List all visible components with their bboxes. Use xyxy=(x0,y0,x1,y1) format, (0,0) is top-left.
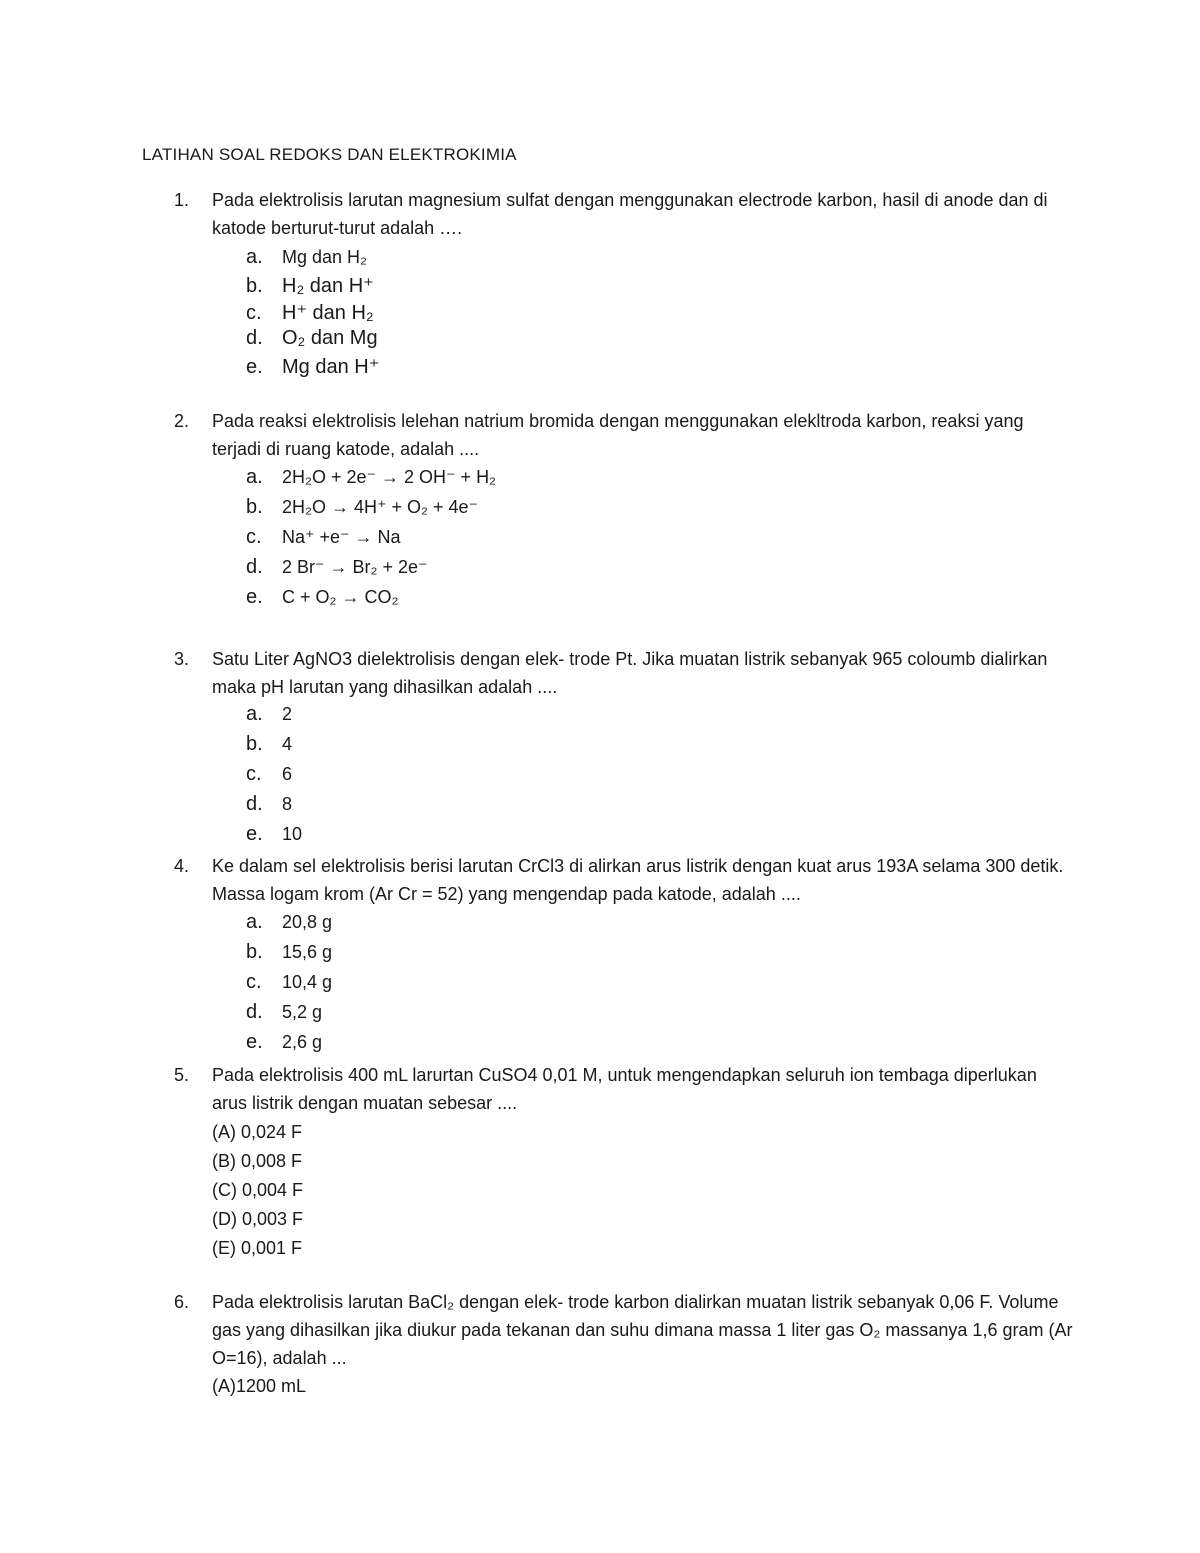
question-text: Pada reaksi elektrolisis lelehan natrium bromida dengan menggunakan elekltroda karbon, reaksi yang terjadi di ruang katode, adalah .... xyxy=(212,411,1024,459)
question-6 xyxy=(174,1288,1074,1372)
question-number: 1. xyxy=(174,190,190,210)
option-value: 2 Br⁻ → Br₂ + 2e⁻ xyxy=(282,557,428,577)
option-label: e. xyxy=(246,586,263,608)
options-question-3 xyxy=(246,703,302,853)
option-e: (E) 0,001 F xyxy=(212,1238,303,1258)
option-label: c. xyxy=(246,763,262,785)
option-value: C + O₂ → CO₂ xyxy=(282,587,399,607)
question-4 xyxy=(174,852,1074,908)
option-value: H₂ dan H⁺ xyxy=(282,275,374,297)
option-a: (A) 0,024 F xyxy=(212,1122,303,1142)
option-value: 2H₂O + 2e⁻ → 2 OH⁻ + H₂ xyxy=(282,467,497,487)
option-label: b. xyxy=(246,275,263,297)
option-label: d. xyxy=(246,327,263,349)
question-5 xyxy=(174,1061,1074,1117)
option-value: Mg dan H⁺ xyxy=(282,356,380,378)
option-value: 2,6 g xyxy=(282,1032,323,1052)
option-b xyxy=(246,496,496,526)
options-question-4 xyxy=(246,911,332,1061)
option-label: d. xyxy=(246,1001,263,1023)
option-d: (D) 0,003 F xyxy=(212,1209,304,1229)
question-2 xyxy=(174,407,1074,463)
option-b xyxy=(246,273,379,300)
question-text: Pada elektrolisis larutan magnesium sulfat dengan menggunakan electrode karbon, hasil di anode dan di katode berturut-turut adalah …. xyxy=(212,190,1048,238)
option-a xyxy=(246,703,302,733)
options-question-2 xyxy=(246,466,496,616)
option-value: H⁺ dan H₂ xyxy=(282,302,374,324)
question-3 xyxy=(174,645,1074,701)
option-label: c. xyxy=(246,971,262,993)
option-a xyxy=(246,466,496,496)
option-a xyxy=(246,246,379,273)
document-title: LATIHAN SOAL REDOKS DAN ELEKTROKIMIA xyxy=(142,145,517,164)
option-b: (B) 0,008 F xyxy=(212,1151,303,1171)
question-number: 3. xyxy=(174,649,190,669)
option-d xyxy=(246,1001,332,1031)
option-label: b. xyxy=(246,733,263,755)
option-d xyxy=(246,327,379,354)
option-value: 10,4 g xyxy=(282,972,333,992)
option-a xyxy=(246,911,332,941)
options-question-5 xyxy=(212,1118,303,1263)
option-value: Mg dan H₂ xyxy=(282,247,368,267)
option-value: Na⁺ +e⁻ → Na xyxy=(282,527,401,547)
question-text: Satu Liter AgNO3 dielektrolisis dengan elek- trode Pt. Jika muatan listrik sebanyak 965 coloumb dialirkan maka pH larutan yang dihasilkan adalah .... xyxy=(212,649,1048,697)
option-c xyxy=(246,763,302,793)
option-e xyxy=(246,354,379,381)
option-e xyxy=(246,1031,332,1061)
option-b xyxy=(246,733,302,763)
options-question-1 xyxy=(246,246,379,381)
question-text: Pada elektrolisis 400 mL larurtan CuSO4 0,01 M, untuk mengendapkan seluruh ion tembaga diperlukan arus listrik dengan muatan sebesar .... xyxy=(212,1065,1037,1113)
option-e xyxy=(246,823,302,853)
option-c xyxy=(246,971,332,1001)
question-text: Ke dalam sel elektrolisis berisi larutan CrCl3 di alirkan arus listrik dengan kuat arus 193A selama 300 detik. Massa logam krom (Ar Cr = 52) yang mengendap pada katode, adalah .... xyxy=(212,856,1064,904)
option-value: 2 xyxy=(282,704,293,724)
option-b xyxy=(246,941,332,971)
option-label: a. xyxy=(246,703,263,725)
option-label: e. xyxy=(246,1031,263,1053)
option-value: 8 xyxy=(282,794,293,814)
option-value: 2H₂O → 4H⁺ + O₂ + 4e⁻ xyxy=(282,497,479,517)
option-label: d. xyxy=(246,556,263,578)
option-label: c. xyxy=(246,526,262,548)
option-d xyxy=(246,793,302,823)
option-label: c. xyxy=(246,302,262,324)
option-c: (C) 0,004 F xyxy=(212,1180,304,1200)
option-value: 20,8 g xyxy=(282,912,333,932)
option-label: d. xyxy=(246,793,263,815)
question-number: 5. xyxy=(174,1065,190,1085)
option-value: 5,2 g xyxy=(282,1002,323,1022)
question-1 xyxy=(174,186,1074,242)
option-value: 10 xyxy=(282,824,303,844)
question-number: 6. xyxy=(174,1292,190,1312)
option-label: a. xyxy=(246,246,263,268)
options-question-6 xyxy=(212,1372,306,1401)
option-label: e. xyxy=(246,356,263,378)
option-label: e. xyxy=(246,823,263,845)
option-a: (A)1200 mL xyxy=(212,1376,307,1396)
option-c xyxy=(246,526,496,556)
option-e xyxy=(246,586,496,616)
option-value: O₂ dan Mg xyxy=(282,327,378,349)
option-label: a. xyxy=(246,911,263,933)
option-d xyxy=(246,556,496,586)
option-label: b. xyxy=(246,496,263,518)
option-value: 6 xyxy=(282,764,293,784)
option-label: a. xyxy=(246,466,263,488)
question-number: 2. xyxy=(174,411,190,431)
option-value: 15,6 g xyxy=(282,942,333,962)
option-value: 4 xyxy=(282,734,293,754)
option-c xyxy=(246,300,379,327)
question-number: 4. xyxy=(174,856,190,876)
question-text: Pada elektrolisis larutan BaCl₂ dengan elek- trode karbon dialirkan muatan listrik sebanyak 0,06 F. Volume gas yang dihasilkan jika diukur pada tekanan dan suhu dimana massa 1 liter gas O₂ massanya 1,6 gram (Ar O=16), adalah ... xyxy=(212,1292,1073,1368)
option-label: b. xyxy=(246,941,263,963)
